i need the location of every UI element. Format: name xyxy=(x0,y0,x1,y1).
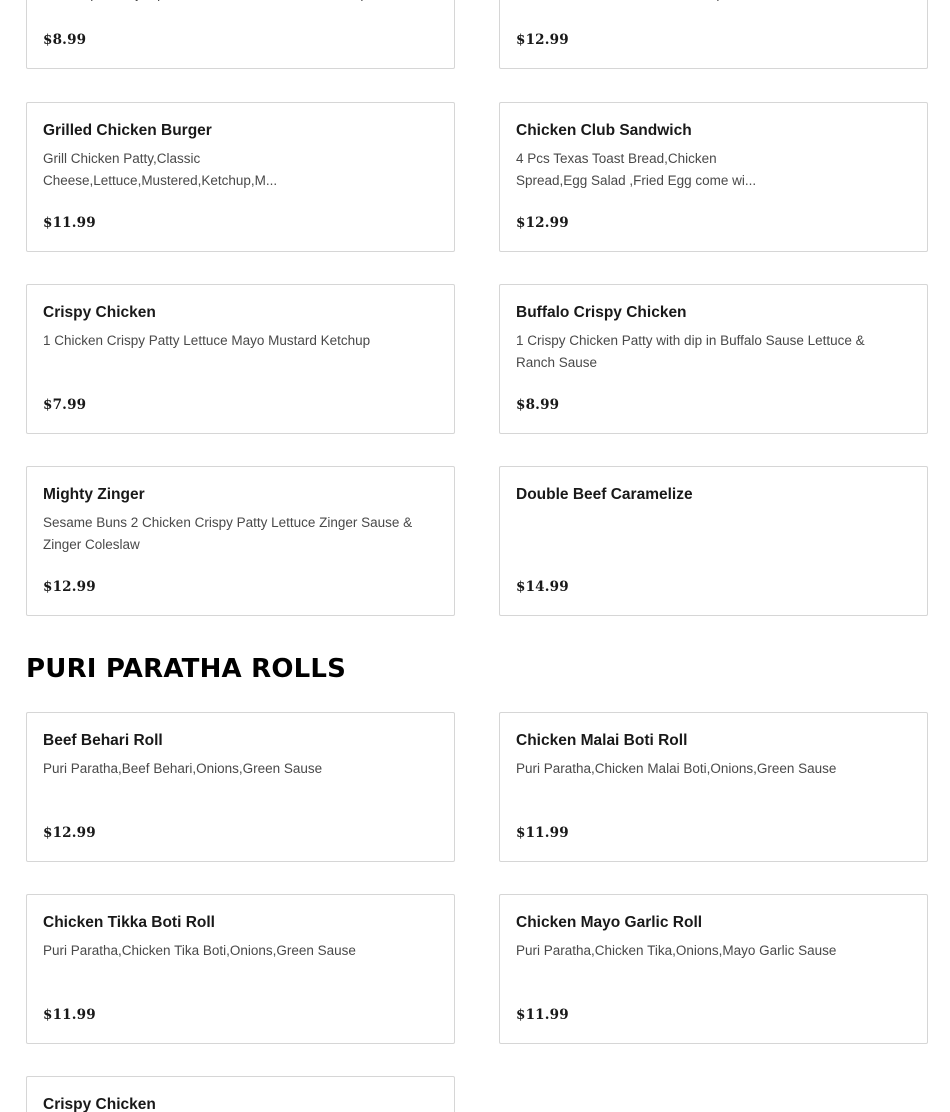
menu-item-name: Crispy Chicken xyxy=(43,1096,156,1112)
menu-item-name: Chicken Mayo Garlic Roll xyxy=(516,914,703,931)
menu-item-description: 1 Chicken Crispy Patty Lettuce Mayo Mustard Ketchup xyxy=(43,333,371,348)
menu-item-price: $8.99 xyxy=(43,32,87,48)
menu-item-price: $14.99 xyxy=(516,579,569,595)
menu-item-card[interactable] xyxy=(499,466,928,616)
menu-item-description: Puri Paratha,Chicken Tika,Onions,Mayo Garlic Sause xyxy=(516,943,837,958)
section-title: PURI PARATHA ROLLS xyxy=(26,654,347,684)
menu-item-card[interactable] xyxy=(26,466,455,616)
menu-item-card[interactable] xyxy=(26,712,455,862)
menu-item-card[interactable] xyxy=(499,102,928,252)
menu-item-description: Puri Paratha,Chicken Malai Boti,Onions,Green Sause xyxy=(516,761,837,776)
menu-item-price: $11.99 xyxy=(516,1007,569,1023)
menu-item-description: 1 Crispy Chicken Patty with dip in Buffalo Sause Lettuce & Ranch Sause xyxy=(516,333,865,370)
menu-item-price: $12.99 xyxy=(516,215,569,231)
menu-item-description: 4 Pcs Texas Toast Bread,Chicken Spread,Egg Salad ,Fried Egg come wi... xyxy=(516,151,757,188)
menu-item-card[interactable] xyxy=(26,894,455,1044)
menu-item-description: Puri Paratha,Chicken Tika Boti,Onions,Green Sause xyxy=(43,943,356,958)
menu-item-description xyxy=(43,0,439,5)
menu-item-card[interactable] xyxy=(499,0,928,69)
menu-item-description: Sesame Buns 2 Chicken Crispy Patty Lettuce Zinger Sause & Zinger Coleslaw xyxy=(43,515,413,552)
menu-item-name: Double Beef Caramelize xyxy=(516,486,693,503)
menu-item-price: $11.99 xyxy=(43,215,96,231)
menu-item-card[interactable] xyxy=(26,284,455,434)
menu-item-name: Grilled Chicken Burger xyxy=(43,122,212,139)
menu-item-name: Mighty Zinger xyxy=(43,486,145,503)
menu-item-name: Chicken Malai Boti Roll xyxy=(516,732,688,749)
menu-item-price: $12.99 xyxy=(43,825,96,841)
menu-item-name: Chicken Tikka Boti Roll xyxy=(43,914,215,931)
menu-item-price: $7.99 xyxy=(43,397,87,413)
menu-item-name: Chicken Club Sandwich xyxy=(516,122,692,139)
menu-item-card[interactable] xyxy=(26,1076,455,1112)
menu-item-name: Crispy Chicken xyxy=(43,304,156,321)
menu-item-name: Buffalo Crispy Chicken xyxy=(516,304,687,321)
menu-item-card[interactable] xyxy=(499,284,928,434)
menu-item-price: $12.99 xyxy=(43,579,96,595)
menu-item-name: Beef Behari Roll xyxy=(43,732,163,749)
menu-item-price: $11.99 xyxy=(516,825,569,841)
menu-item-description: Puri Paratha,Beef Behari,Onions,Green Sause xyxy=(43,761,323,776)
menu-item-price: $12.99 xyxy=(516,32,569,48)
menu-item-card[interactable] xyxy=(499,894,928,1044)
menu-item-price: $11.99 xyxy=(43,1007,96,1023)
menu-item-price: $8.99 xyxy=(516,397,560,413)
menu-item-description xyxy=(516,0,912,5)
menu-item-card[interactable] xyxy=(26,102,455,252)
menu-item-card[interactable] xyxy=(26,0,455,69)
menu-item-description: Grill Chicken Patty,Classic Cheese,Lettuce,Mustered,Ketchup,M... xyxy=(43,151,278,188)
menu-item-card[interactable] xyxy=(499,712,928,862)
